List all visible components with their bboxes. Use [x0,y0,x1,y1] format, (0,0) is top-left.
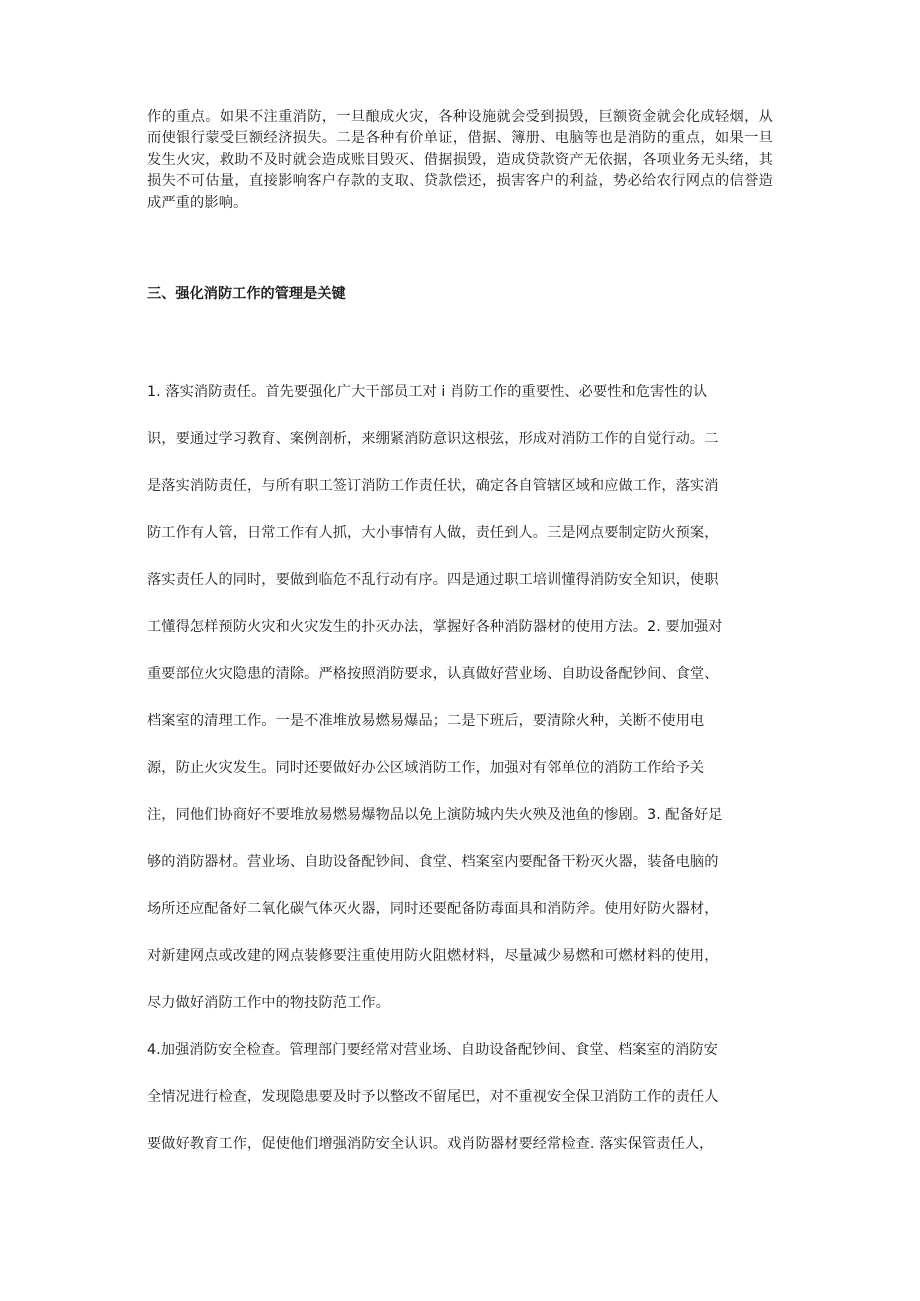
body-line: 档案室的清理工作。一是不准堆放易燃易爆品；二是下班后，要清除火种，关断不使用电 [147,713,705,729]
body-line: 源，防止火灾发生。同时还要做好办公区域消防工作，加强对有邻单位的消防工作给予关 [147,760,705,776]
body-line: 够的消防器材。营业场、自助设备配钞间、食堂、档案室内要配备干粉灭火器，装备电脑的 [147,854,719,870]
body-line: 工懂得怎样预防火灾和火灾发生的扑灭办法，掌握好各种消防器材的使用方法。2. 要加强对 [147,619,723,635]
body-line: 4.加强消防安全检查。管理部门要经常对营业场、自助设备配钞间、食堂、档案室的消防安 [147,1042,718,1058]
body-line: 是落实消防责任，与所有职工签订消防工作责任状，确定各自管辖区域和应做工作，落实消 [147,478,719,494]
body-line: 识，要通过学习教育、案例剖析，来绷紧消防意识这根弦，形成对消防工作的自觉行动。二 [147,431,719,447]
body-line: 防工作有人管，日常工作有人抓，大小事情有人做，责任到人。三是网点要制定防火预案， [147,525,719,541]
body-line: 落实责任人的同时，要做到临危不乱行动有序。四是通过职工培训懂得消防安全知识，使职 [147,572,719,588]
body-line: 1. 落实消防责任。首先要强化广大干部员工对 i 肖防工作的重要性、必要性和危害性的认 [147,384,708,400]
intro-paragraph: 作的重点。如果不注重消防，一旦酿成火灾，各种设施就会受到损毁，巨额资金就会化成轻烟，从而使银行蒙受巨额经济损失。二是各种有价单证，借据、簿册、电脑等也是消防的重点，如果一旦发生火灾，救助不及时就会造成账目毁灭、借据损毁，造成贷款资产无依据，各项业务无头绪，其损失不可估量，直接影响客户存款的支取、贷款偿还，损害客户的利益，势必给农行网点的信誉造成严重的影响。 [147,109,773,211]
body-line: 注，同他们协商好不要堆放易燃易爆物品以免上演防城内失火殃及池鱼的惨剧。3. 配备好足 [147,807,723,823]
body-line: 重要部位火灾隐患的清除。严格按照消防要求，认真做好营业场、自助设备配钞间、食堂、 [147,666,719,682]
body-line: 场所还应配备好二氧化碳气体灭火器，同时还要配备防毒面具和消防斧。使用好防火器材， [147,901,719,917]
body-line: 尽力做好消防工作中的物技防范工作。 [147,995,390,1011]
section-heading: 三、强化消防工作的管理是关键 [147,286,346,302]
body-line: 全情况进行检查，发现隐患要及时予以整改不留尾巴，对不重视安全保卫消防工作的责任人 [147,1089,719,1105]
body-line: 对新建网点或改建的网点装修要注重使用防火阻燃材料，尽量减少易燃和可燃材料的使用， [147,948,719,964]
body-line: 要做好教育工作，促使他们增强消防安全认识。戏肖防器材要经常检查. 落实保管责任人， [147,1136,714,1152]
